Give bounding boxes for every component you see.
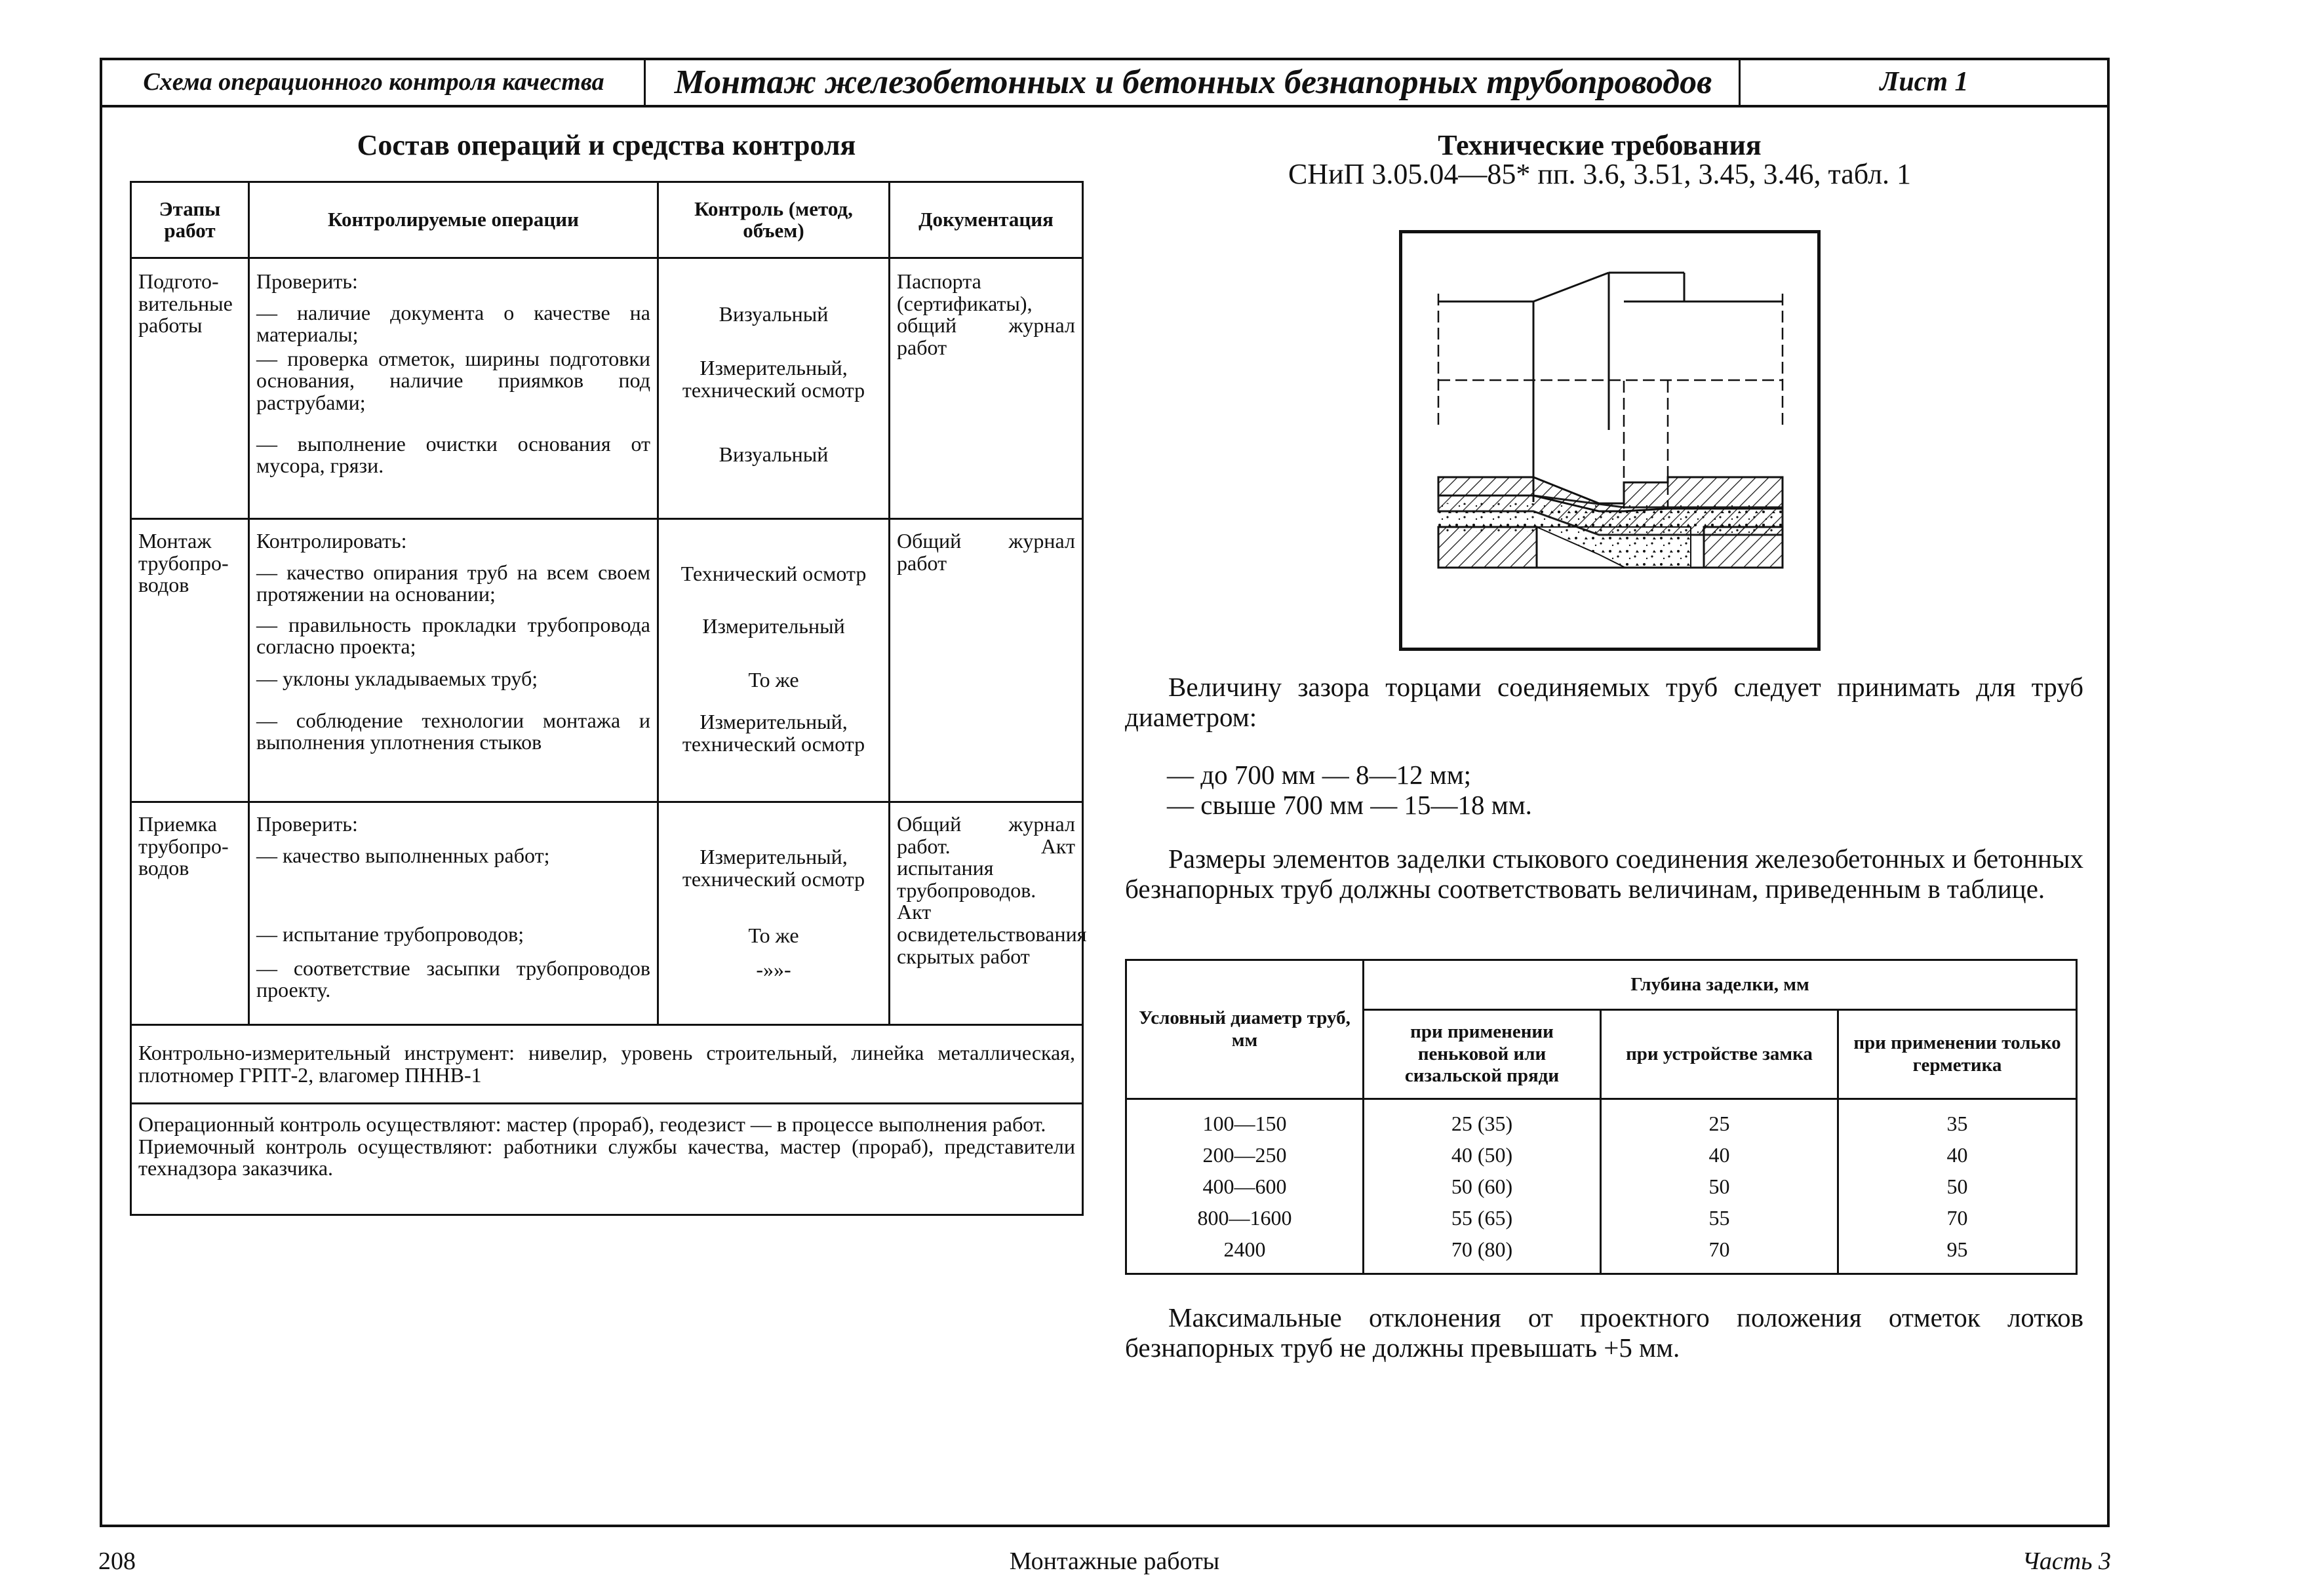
operation-item: — правильность прокладки трубопровода согласно проекта; <box>256 612 650 659</box>
col-header-operations: Контролируемые операции <box>249 182 658 258</box>
header-main-title: Монтаж железобетонных и бетонных безнапорных трубопроводов <box>674 63 1712 101</box>
header-divider-line <box>100 105 2110 107</box>
control-method: Измерительный, технический осмотр <box>682 356 865 402</box>
gap-list <box>1167 760 1532 821</box>
gap-requirement-text: Величину зазора торцами соединяемых труб следует принимать для труб диаметром: <box>1125 672 2083 732</box>
table-cell: 55 (65) <box>1451 1206 1513 1230</box>
table-cell: 50 (60) <box>1451 1175 1513 1198</box>
control-cell <box>658 802 890 1025</box>
col-header-hemp: при применении пеньковой или сизальской пряди <box>1364 1010 1601 1099</box>
table-cell: 50 <box>1708 1175 1730 1198</box>
instruments-row <box>131 1025 1083 1104</box>
sealant-values <box>1838 1099 2077 1274</box>
table-cell: 55 <box>1708 1206 1730 1230</box>
operation-item: — уклоны укладываемых труб; <box>256 666 538 690</box>
control-method: Визуальный <box>719 442 829 466</box>
diameter-values <box>1126 1099 1364 1274</box>
operation-item: — соответствие засыпки трубопроводов проекту. <box>256 956 650 1002</box>
control-method: То же <box>748 668 799 691</box>
control-method: Измерительный, технический осмотр <box>682 845 865 891</box>
control-method: -»»- <box>756 958 791 981</box>
table-cell: 25 <box>1708 1112 1730 1135</box>
control-row <box>131 1104 1083 1215</box>
operations-intro: Контролировать: <box>256 529 407 553</box>
table-cell: 2400 <box>1223 1237 1266 1261</box>
table-cell: 50 <box>1946 1175 1968 1198</box>
max-deviation-text: Максимальные отклонения от проектного положения отметок лотков безнапорных труб не должны превышать +5 мм. <box>1125 1302 2083 1363</box>
operation-item: — испытание трубопроводов; <box>256 922 524 946</box>
operations-cell <box>249 802 658 1025</box>
table-cell: 70 <box>1946 1206 1968 1230</box>
pipe-joint-figure <box>1399 230 1821 651</box>
control-cell <box>658 258 890 519</box>
operations-intro: Проверить: <box>256 812 358 836</box>
control-method: Измерительный <box>702 614 845 638</box>
footer-section: Монтажные работы <box>1009 1547 1220 1575</box>
control-method: Технический осмотр <box>680 562 867 585</box>
footer-part: Часть 3 <box>2022 1547 2111 1575</box>
table-cell: 95 <box>1946 1237 1968 1261</box>
table-cell: 800—1600 <box>1197 1206 1292 1230</box>
stage-name: Подгото-вительные работы <box>131 258 249 519</box>
col-header-sealant: при применении только герметика <box>1838 1010 2077 1099</box>
table-cell: 35 <box>1946 1112 1968 1135</box>
col-header-diameter: Условный диаметр труб, мм <box>1126 960 1364 1099</box>
operation-item: — наличие документа о качестве на материалы; <box>256 300 650 347</box>
stage-name: Монтаж трубопро-водов <box>131 519 249 802</box>
table-row <box>131 802 1083 1025</box>
col-header-control: Контроль (метод, объем) <box>658 182 890 258</box>
col-header-stages: Этапы работ <box>131 182 249 258</box>
operations-cell <box>249 258 658 519</box>
operation-item: — соблюдение технологии монтажа и выполнения уплотнения стыков <box>256 708 650 754</box>
col-header-depth-group: Глубина заделки, мм <box>1364 960 2077 1010</box>
table-row <box>131 258 1083 519</box>
snip-reference: СНиП 3.05.04—85* пп. 3.6, 3.51, 3.45, 3.46, табл. 1 <box>1288 158 1912 190</box>
control-method: Измерительный, технический осмотр <box>682 710 865 756</box>
control-method: То же <box>748 924 799 947</box>
header-scheme-title: Схема операционного контроля качества <box>143 68 604 96</box>
table-cell: 100—150 <box>1202 1112 1287 1135</box>
header-sheet-number: Лист 1 <box>1880 67 1969 97</box>
gap-item-large: — свыше 700 мм — 15—18 мм. <box>1167 789 1532 820</box>
documentation-cell: Паспорта (сертификаты), общий журнал работ <box>890 258 1083 519</box>
gap-item-small: — до 700 мм — 8—12 мм; <box>1167 760 1472 790</box>
operations-table <box>130 181 1087 1216</box>
instruments-text: Контрольно-измерительный инструмент: нивелир, уровень строительный, линейка металлическая, плотномер ГРПТ-2, влагомер ПННВ-1 <box>131 1025 1083 1104</box>
header-separator <box>1739 58 1741 105</box>
documentation-cell: Общий журнал работ <box>890 519 1083 802</box>
operation-item: — качество опирания труб на всем своем протяжении на основании; <box>256 560 650 606</box>
pipe-joint-drawing <box>1402 233 1817 648</box>
table-cell: 70 <box>1708 1237 1730 1261</box>
table-cell: 400—600 <box>1202 1175 1287 1198</box>
table-cell: 40 (50) <box>1451 1143 1513 1167</box>
operations-cell <box>249 519 658 802</box>
tech-requirements-title: Технические требования <box>1438 129 1762 161</box>
operation-item: — качество выполненных работ; <box>256 843 550 867</box>
table-cell: 200—250 <box>1202 1143 1287 1167</box>
control-cell <box>131 1104 1083 1215</box>
control-cell <box>658 519 890 802</box>
table-cell: 25 (35) <box>1451 1112 1513 1135</box>
col-header-documentation: Документация <box>890 182 1083 258</box>
header-separator <box>644 58 646 105</box>
table-header-row <box>131 182 1083 258</box>
operation-item: — проверка отметок, ширины подготовки основания, наличие приямков под раструбами; <box>256 346 650 414</box>
left-section-title: Состав операций и средства контроля <box>357 129 856 161</box>
hemp-values <box>1364 1099 1601 1274</box>
sizes-requirement-text: Размеры элементов заделки стыкового соединения железобетонных и бетонных безнапорных труб должны соответствовать величинам, приведенным в таблице. <box>1125 844 2083 904</box>
control-method: Визуальный <box>719 302 829 326</box>
operations-intro: Проверить: <box>256 269 358 293</box>
acceptance-control-text: Приемочный контроль осуществляют: работники службы качества, мастер (прораб), представители технадзора заказчика. <box>138 1134 1075 1180</box>
documentation-cell: Общий журнал работ. Акт испытания трубопроводов. Акт освидетельствования скрытых работ <box>890 802 1083 1025</box>
page-number: 208 <box>98 1547 136 1575</box>
table-cell: 40 <box>1946 1143 1968 1167</box>
table-row <box>131 519 1083 802</box>
lock-values <box>1601 1099 1838 1274</box>
stage-name: Приемка трубопро-водов <box>131 802 249 1025</box>
operational-control-text: Операционный контроль осуществляют: мастер (прораб), геодезист — в процессе выполнения работ. <box>138 1112 1046 1136</box>
table-cell: 70 (80) <box>1451 1237 1513 1261</box>
col-header-lock: при устройстве замка <box>1601 1010 1838 1099</box>
table-body-row <box>1126 1099 2077 1274</box>
table-header-row <box>1126 960 2077 1010</box>
table-cell: 40 <box>1708 1143 1730 1167</box>
sealing-depth-table <box>1125 959 2078 1275</box>
operation-item: — выполнение очистки основания от мусора, грязи. <box>256 431 650 478</box>
